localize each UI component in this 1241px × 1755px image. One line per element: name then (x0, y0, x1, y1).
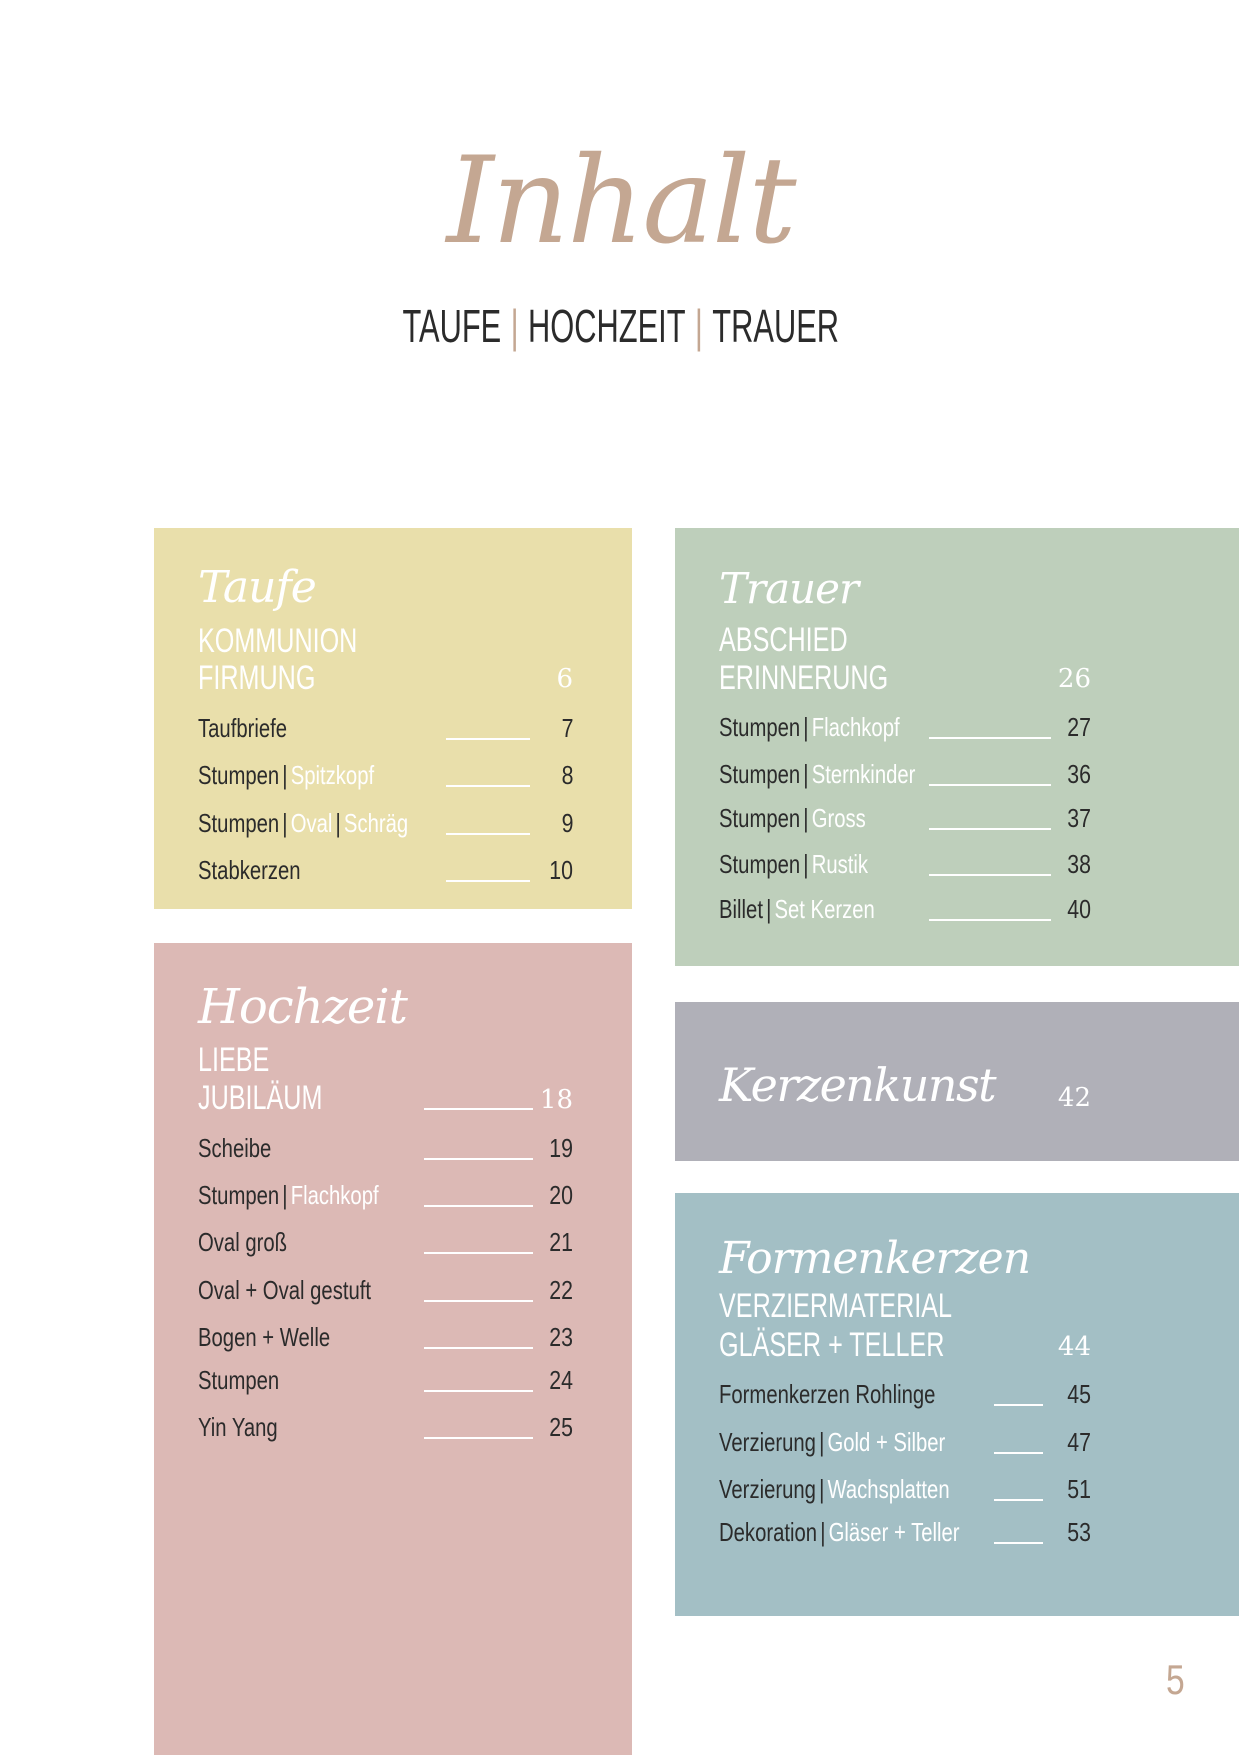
toc-entry-label (719, 1427, 945, 1457)
toc-entry-title: Oval groß (198, 1227, 288, 1257)
section-heading-line: JUBILÄUM (198, 1079, 323, 1117)
section-heading-line: FIRMUNG (198, 659, 316, 697)
toc-entry-label (719, 712, 900, 742)
leader-line (424, 1158, 533, 1160)
toc-entry-page: 47 (1067, 1427, 1091, 1457)
toc-entry (154, 1133, 632, 1163)
toc-entry-title: Stumpen (198, 1180, 280, 1210)
toc-entry-page: 25 (549, 1412, 573, 1442)
toc-entry (675, 1379, 1239, 1409)
toc-entry-detail: Gold + Silber (827, 1427, 946, 1457)
toc-entry-label (198, 1227, 287, 1257)
toc-entry-page: 36 (1067, 759, 1091, 789)
toc-entry-detail: Gläser + Teller (828, 1517, 960, 1547)
toc-entry-title: Stabkerzen (198, 855, 301, 885)
toc-entry-detail: Flachkopf (290, 1180, 379, 1210)
toc-entry-page: 51 (1067, 1474, 1091, 1504)
section-page-number: 6 (556, 664, 573, 694)
section-heading-line: KOMMUNION (198, 622, 358, 660)
toc-entry-separator: | (803, 803, 809, 833)
toc-entry-title: Verzierung (719, 1427, 816, 1457)
section-taufe (154, 528, 632, 909)
subtitle-separator: | (510, 300, 519, 352)
section-script-title: Taufe (198, 562, 316, 613)
toc-entry-detail: Flachkopf (811, 712, 900, 742)
toc-entry-title: Stumpen (198, 808, 280, 838)
toc-entry-page: 23 (549, 1322, 573, 1352)
toc-entry-detail: Spitzkopf (290, 760, 375, 790)
toc-entry-label (719, 1517, 960, 1547)
toc-entry-page: 19 (549, 1133, 573, 1163)
toc-entry-separator: | (803, 759, 809, 789)
toc-entry-separator: | (819, 1474, 825, 1504)
section-page-number: 26 (1057, 664, 1091, 694)
toc-entry-separator: | (282, 760, 288, 790)
toc-entry-separator: | (766, 894, 772, 924)
section-page-number: 44 (1057, 1332, 1091, 1362)
toc-entry-page: 21 (549, 1227, 573, 1257)
leader-line (994, 1404, 1043, 1406)
toc-entry-detail: Wachsplatten (827, 1474, 950, 1504)
toc-entry (154, 713, 632, 743)
toc-entry (675, 1474, 1239, 1504)
leader-line (994, 1452, 1043, 1454)
toc-entry-page: 24 (549, 1365, 573, 1395)
leader-line (446, 738, 530, 740)
section-script-title: Trauer (719, 564, 859, 613)
toc-entry-page: 22 (549, 1275, 573, 1305)
toc-entry-detail: Schräg (343, 808, 409, 838)
toc-entry-page: 45 (1067, 1379, 1091, 1409)
toc-entry-title: Taufbriefe (198, 713, 288, 743)
toc-entry (154, 855, 632, 885)
leader-line (446, 785, 530, 787)
toc-entry-title: Formenkerzen Rohlinge (719, 1379, 936, 1409)
section-heading-line: LIEBE (198, 1041, 270, 1079)
toc-entry-separator: | (282, 1180, 288, 1210)
toc-entry (675, 1517, 1239, 1547)
toc-entry-title: Stumpen (719, 803, 801, 833)
subtitle-hochzeit: HOCHZEIT (527, 300, 686, 352)
toc-entry-title: Yin Yang (198, 1412, 278, 1442)
section-kerzenkunst (675, 1002, 1239, 1161)
toc-entry-detail: Oval (290, 808, 333, 838)
toc-entry-label (198, 1180, 379, 1210)
toc-entry-detail: Set Kerzen (774, 894, 875, 924)
toc-entry-page: 10 (549, 855, 573, 885)
toc-entry-separator: | (803, 712, 809, 742)
toc-entry-separator: | (282, 808, 288, 838)
leader-line (994, 1542, 1043, 1544)
leader-line (424, 1390, 533, 1392)
page-title: Inhalt (446, 132, 795, 271)
toc-entry-title: Dekoration (719, 1517, 818, 1547)
toc-entry (675, 894, 1239, 924)
toc-entry-page: 8 (561, 760, 573, 790)
leader-line (994, 1499, 1043, 1501)
toc-entry (675, 1427, 1239, 1457)
subtitle-text (402, 300, 839, 352)
toc-entry (675, 803, 1239, 833)
toc-entry (154, 1180, 632, 1210)
toc-entry (675, 759, 1239, 789)
section-trauer (675, 528, 1239, 966)
toc-entry-page: 9 (561, 808, 573, 838)
toc-entry-label (198, 713, 287, 743)
leader-line (446, 833, 530, 835)
toc-entry-page: 27 (1067, 712, 1091, 742)
page-number: 5 (1166, 1656, 1185, 1703)
toc-entry-title: Scheibe (198, 1133, 272, 1163)
section-script-title: Formenkerzen (719, 1233, 1031, 1284)
leader-line (424, 1108, 533, 1110)
toc-entry-title: Stumpen (719, 849, 801, 879)
section-script-title: Kerzenkunst (719, 1058, 996, 1112)
toc-entry-title: Oval + Oval gestuft (198, 1275, 372, 1305)
section-heading-line: ERINNERUNG (719, 659, 889, 697)
section-heading-line: GLÄSER + TELLER (719, 1326, 945, 1364)
toc-entry-separator: | (803, 849, 809, 879)
toc-entry-page: 53 (1067, 1517, 1091, 1547)
toc-entry-label (198, 1275, 371, 1305)
toc-entry-label (198, 1322, 330, 1352)
toc-entry-detail: Rustik (811, 849, 869, 879)
toc-entry-title: Verzierung (719, 1474, 816, 1504)
toc-entry-label (719, 894, 875, 924)
toc-entry (154, 1365, 632, 1395)
leader-line (929, 828, 1051, 830)
toc-entry-label (719, 1379, 935, 1409)
section-heading-line: VERZIERMATERIAL (719, 1287, 953, 1325)
toc-entry (675, 712, 1239, 742)
toc-entry-title: Stumpen (719, 712, 801, 742)
toc-entry-label (198, 760, 374, 790)
toc-entry-page: 38 (1067, 849, 1091, 879)
toc-entry (154, 808, 632, 838)
toc-entry-label (719, 803, 866, 833)
toc-entry-label (719, 1474, 950, 1504)
toc-entry-title: Stumpen (198, 1365, 280, 1395)
toc-entry-title: Stumpen (198, 760, 280, 790)
toc-entry-separator: | (820, 1517, 826, 1547)
toc-entry (675, 849, 1239, 879)
toc-entry-separator: | (819, 1427, 825, 1457)
toc-entry-title: Bogen + Welle (198, 1322, 331, 1352)
toc-entry-detail: Sternkinder (811, 759, 916, 789)
leader-line (424, 1252, 533, 1254)
section-formenkerzen (675, 1193, 1239, 1616)
toc-entry-detail: Gross (811, 803, 866, 833)
leader-line (424, 1347, 533, 1349)
subtitle-separator: | (694, 300, 703, 352)
toc-entry-page: 7 (561, 713, 573, 743)
toc-entry-label (719, 759, 915, 789)
toc-entry-label (719, 849, 868, 879)
section-script-title: Hochzeit (198, 979, 407, 1035)
section-page-number: 42 (1057, 1083, 1091, 1113)
toc-entry-label (198, 808, 408, 838)
section-hochzeit (154, 943, 632, 1755)
leader-line (424, 1437, 533, 1439)
toc-entry-label (198, 1365, 279, 1395)
leader-line (929, 737, 1051, 739)
leader-line (929, 784, 1051, 786)
leader-line (929, 874, 1051, 876)
toc-entry-page: 40 (1067, 894, 1091, 924)
subtitle (0, 300, 1241, 352)
toc-entry (154, 1227, 632, 1257)
toc-entry-label (198, 1133, 271, 1163)
toc-entry-title: Stumpen (719, 759, 801, 789)
subtitle-taufe: TAUFE (402, 300, 501, 352)
toc-entry (154, 1322, 632, 1352)
toc-entry-label (198, 855, 301, 885)
toc-entry (154, 760, 632, 790)
leader-line (929, 919, 1051, 921)
toc-entry-page: 37 (1067, 803, 1091, 833)
toc-entry-title: Billet (719, 894, 763, 924)
subtitle-trauer: TRAUER (712, 300, 839, 352)
toc-entry-label (198, 1412, 278, 1442)
toc-entry-page: 20 (549, 1180, 573, 1210)
toc-entry (154, 1275, 632, 1305)
section-page-number: 18 (539, 1085, 573, 1115)
leader-line (424, 1205, 533, 1207)
section-heading-line: ABSCHIED (719, 621, 848, 659)
leader-line (446, 880, 530, 882)
toc-entry (154, 1412, 632, 1442)
toc-entry-separator: | (335, 808, 341, 838)
leader-line (424, 1300, 533, 1302)
